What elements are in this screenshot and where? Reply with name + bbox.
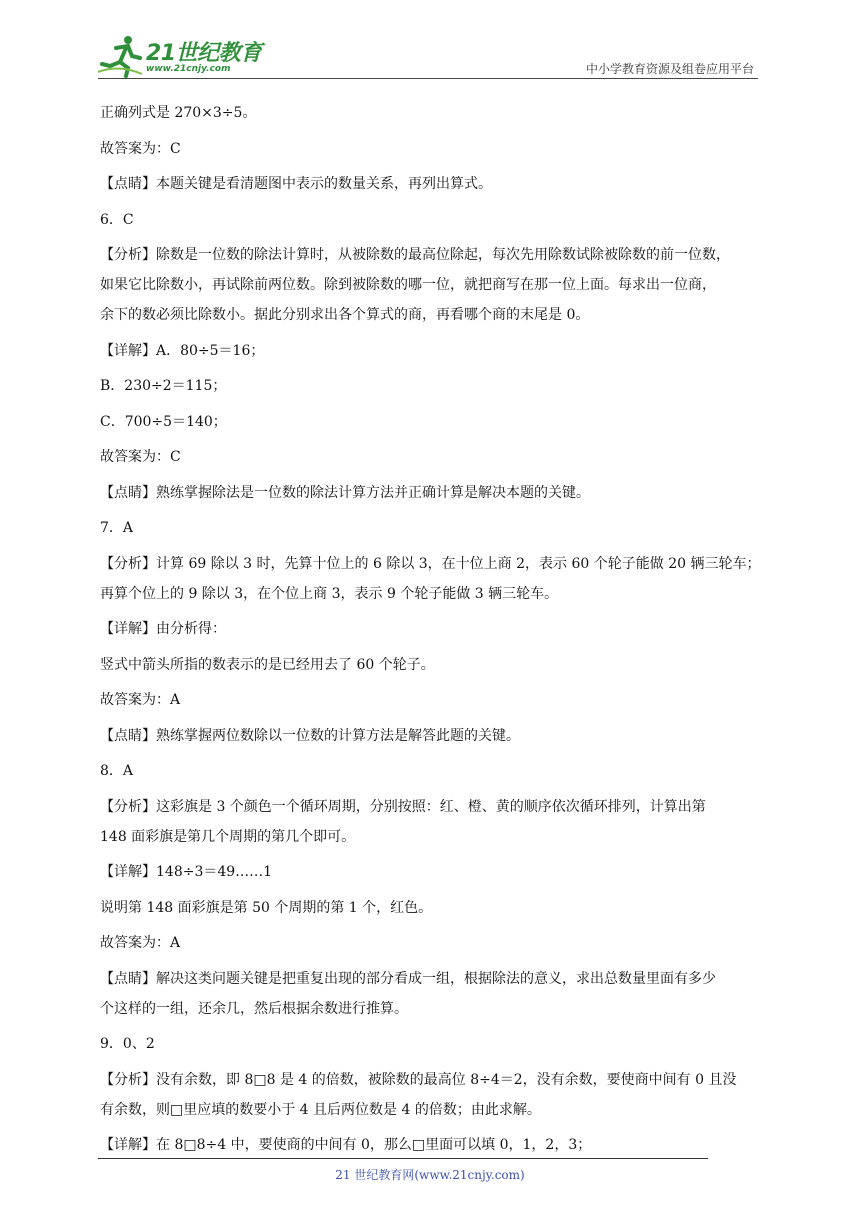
document-line: 个这样的一组，还余几，然后根据余数进行推算。 <box>100 1000 408 1017</box>
document-line: 7．A <box>100 520 134 536</box>
document-line: 故答案为：C <box>100 140 181 157</box>
document-line: 竖式中箭头所指的数表示的是已经用去了 60 个轮子。 <box>100 656 435 673</box>
document-line: 【详解】由分析得： <box>100 621 226 637</box>
document-line: 故答案为：C <box>100 449 181 465</box>
document-line: 说明第 148 面彩旗是第 50 个周期的第 1 个，红色。 <box>100 899 433 916</box>
document-line: 故答案为：A <box>100 935 181 951</box>
document-line: 【点睛】本题关键是看清题图中表示的数量关系，再列出算式。 <box>100 176 492 192</box>
document-line: 正确列式是 270×3÷5。 <box>100 105 257 121</box>
runner-logo-icon <box>98 34 144 78</box>
document-line: B．230÷2＝115； <box>100 378 227 394</box>
document-line: 148 面彩旗是第几个周期的第几个即可。 <box>100 828 356 845</box>
document-line: 【点睛】解决这类问题关键是把重复出现的部分看成一组，根据除法的意义，求出总数量里面有多少 <box>100 970 716 987</box>
header-platform-text: 中小学教育资源及组卷应用平台 <box>585 62 754 76</box>
footer-divider <box>98 1158 708 1159</box>
document-line: 再算个位上的 9 除以 3，在个位上商 3，表示 9 个轮子能做 3 辆三轮车。 <box>100 585 559 602</box>
document-line: 【分析】除数是一位数的除法计算时，从被除数的最高位除起，每次先用除数试除被除数的前一位数， <box>100 247 730 263</box>
document-line: 【点睛】熟练掌握两位数除以一位数的计算方法是解答此题的关键。 <box>100 727 520 744</box>
site-logo <box>98 34 268 78</box>
document-line: 6．C <box>100 211 134 228</box>
document-line: 故答案为：A <box>100 692 181 708</box>
document-line: 【分析】没有余数，即 8□8 是 4 的倍数，被除数的最高位 8÷4＝2，没有余数，要使商中间有 0 且没 <box>100 1071 737 1088</box>
logo-text: 21世纪教育 <box>146 41 262 66</box>
document-line: 8．A <box>100 763 134 779</box>
document-line: 【详解】A．80÷5＝16； <box>100 342 265 359</box>
page-header <box>98 28 758 80</box>
document-line: 【分析】这彩旗是 3 个颜色一个循环周期，分别按照：红、橙、黄的顺序依次循环排列，计算出第 <box>100 798 706 815</box>
document-line: C．700÷5＝140； <box>100 413 227 430</box>
footer-link[interactable]: 21 世纪教育网(www.21cnjy.com) <box>335 1168 525 1182</box>
document-line: 如果它比除数小，再试除前两位数。除到被除数的哪一位，就把商写在那一位上面。每求出一位商， <box>100 277 716 293</box>
document-line: 余下的数必须比除数小。据此分别求出各个算式的商，再看哪个商的末尾是 0。 <box>100 307 590 323</box>
document-line: 9．0、2 <box>100 1036 155 1052</box>
header-divider <box>98 78 758 79</box>
document-line: 【分析】计算 69 除以 3 时，先算十位上的 6 除以 3，在十位上商 2，表示 60 个轮子能做 20 辆三轮车； <box>100 555 761 572</box>
document-line: 【点睛】熟练掌握除法是一位数的除法计算方法并正确计算是解决本题的关键。 <box>100 484 590 501</box>
document-line: 【详解】在 8□8÷4 中，要使商的中间有 0，那么□里面可以填 0，1，2，3； <box>100 1137 592 1153</box>
logo-url: www.21cnjy.com <box>146 64 231 74</box>
document-body <box>100 104 760 1154</box>
document-line: 有余数，则□里应填的数要小于 4 且后两位数是 4 的倍数；由此求解。 <box>100 1101 541 1118</box>
document-line: 【详解】148÷3＝49……1 <box>100 864 273 880</box>
